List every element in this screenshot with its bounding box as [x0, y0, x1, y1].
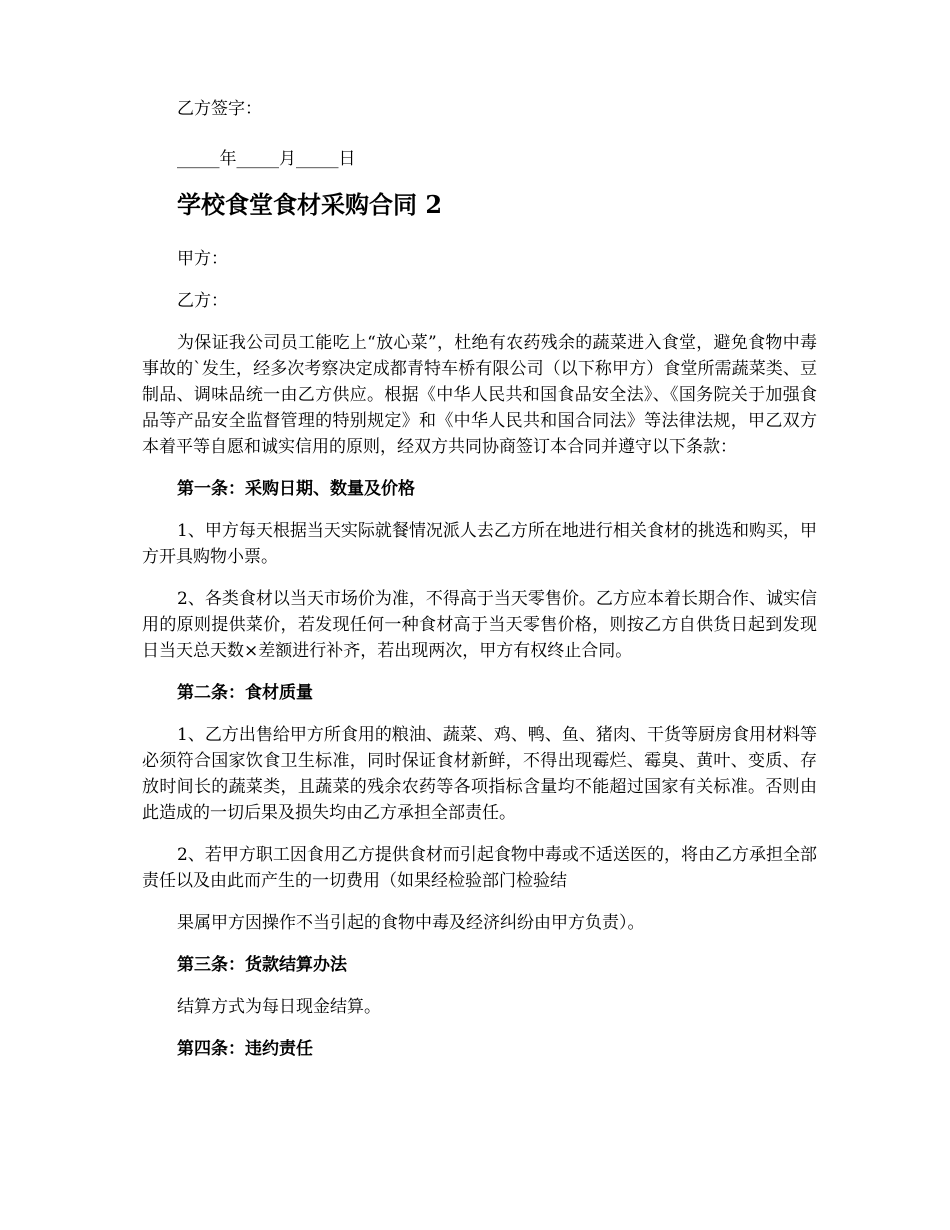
- article-1-heading: 第一条：采购日期、数量及价格: [177, 479, 415, 499]
- article-2-clause-2-continued: 果属甲方因操作不当引起的食物中毒及经济纠纷由甲方负责）。: [177, 913, 645, 933]
- article-2-heading: 第二条：食材质量: [177, 683, 313, 703]
- article-1-clause-2: 2、各类食材以当天市场价为准，不得高于当天零售价。乙方应本着长期合作、诚实信用的原则提供菜价，若发现任何一种食材高于当天零售价格，则按乙方自供货日起到发现日当天总天数×差额进行补齐，若出现两次，甲方有权终止合同。: [142, 589, 817, 661]
- party-b-line: 乙方：: [177, 291, 228, 311]
- document-body: [142, 96, 817, 1062]
- article-1-clause-1: 1、甲方每天根据当天实际就餐情况派人去乙方所在地进行相关食材的挑选和购买，甲方开具购物小票。: [142, 521, 817, 567]
- signature-line: 乙方签字：: [177, 99, 262, 119]
- article-4-heading: 第四条：违约责任: [177, 1039, 313, 1059]
- intro-paragraph: 为保证我公司员工能吃上“放心菜”，杜绝有农药残余的蔬菜进入食堂，避免食物中毒事故的`发生，经多次考察决定成都青特车桥有限公司（以下称甲方）食堂所需蔬菜类、豆制品、调味品统一由乙方供应。根据《中华人民共和国食品安全法》、《国务院关于加强食品等产品安全监督管理的特别规定》和《中华人民共和国合同法》等法律法规，甲乙双方本着平等自愿和诚实信用的原则，经双方共同协商签订本合同并遵守以下条款：: [142, 333, 817, 457]
- article-2-clause-2: 2、若甲方职工因食用乙方提供食材而引起食物中毒或不适送医的，将由乙方承担全部责任以及由此而产生的一切费用（如果经检验部门检验结: [142, 845, 817, 891]
- date-line: _____年_____月_____日: [177, 149, 356, 169]
- party-a-line: 甲方：: [177, 249, 228, 269]
- contract-title: 学校食堂食材采购合同 2: [177, 190, 443, 219]
- article-3-heading: 第三条：货款结算办法: [177, 955, 347, 975]
- article-2-clause-1: 1、乙方出售给甲方所食用的粮油、蔬菜、鸡、鸭、鱼、猪肉、干货等厨房食用材料等必须符合国家饮食卫生标准，同时保证食材新鲜，不得出现霉烂、霉臭、黄叶、变质、存放时间长的蔬菜类，且蔬菜的残余农药等各项指标含量均不能超过国家有关标准。否则由此造成的一切后果及损失均由乙方承担全部责任。: [142, 725, 817, 823]
- article-3-clause-1: 结算方式为每日现金结算。: [177, 997, 381, 1017]
